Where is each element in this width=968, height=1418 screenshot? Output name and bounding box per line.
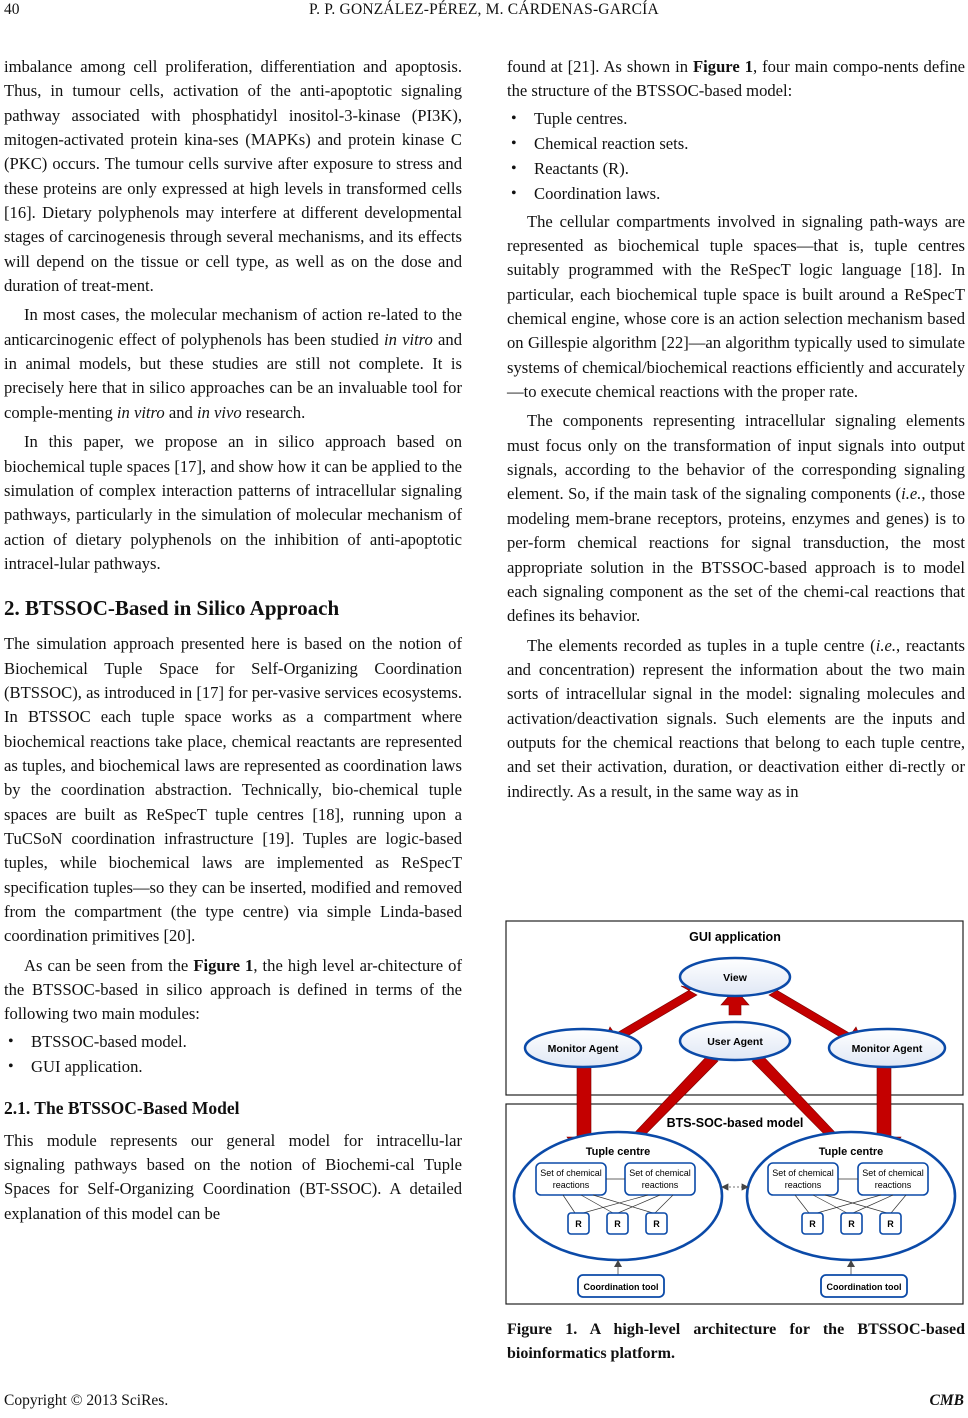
subsection-heading: 2.1. The BTSSOC-Based Model (4, 1097, 240, 1118)
reaction-set-label: Set of chemical (540, 1168, 602, 1178)
reactant-label: R (575, 1219, 582, 1229)
reactant-label: R (848, 1219, 855, 1229)
coordination-tool-left-label: Coordination tool (583, 1282, 659, 1292)
reaction-set-label: reactions (641, 1180, 679, 1190)
reaction-set-label: Set of chemical (629, 1168, 691, 1178)
section-heading: 2. BTSSOC-Based in Silico Approach (4, 596, 340, 621)
paragraph: As can be seen from the Figure 1, the high level ar-chitecture of the BTSSOC-based in silico approach is defined in terms of the following two main modules: (4, 955, 462, 1024)
reactant-label: R (887, 1219, 894, 1229)
reaction-set-label: reactions (784, 1180, 822, 1190)
page-number: 40 (4, 1, 20, 18)
right-column (507, 55, 965, 804)
coordination-tool-right-label: Coordination tool (826, 1282, 902, 1292)
component-list (507, 106, 965, 206)
paragraph: In most cases, the molecular mechanism of action re-lated to the anticarcinogenic effect of polyphenols has been studied in vitro and in animal models, but these studies are still not complete. It is precisely here that in silico approaches can be an invaluable tool for comple-menting in vitro and in vivo research. (4, 305, 463, 422)
reaction-set-label: Set of chemical (862, 1168, 924, 1178)
list-item: • Coordination laws. (507, 181, 965, 206)
left-column (4, 55, 462, 1226)
paragraph: In this paper, we propose an in silico approach based on biochemical tuple spaces [17], and show how it can be applied to the simulation of complex interaction patterns of intracellular signaling pathways, particularly in the simulation of molecular mechanism of action of dietary polyphenols on the inhibition of anti-apoptotic intracel-lular pathways. (4, 432, 462, 573)
monitor-agent-left-label: Monitor Agent (547, 1043, 619, 1055)
reaction-set-label: Set of chemical (772, 1168, 834, 1178)
reactant-label: R (653, 1219, 660, 1229)
paragraph: The elements recorded as tuples in a tuple centre (i.e., reactants and concentration) represent the information about the two main sorts of intracellular signal in the model: signaling molecules and activation/deactivation signals. Such elements are the inputs and outputs for the chemical reactions that belong to each tuple centre, and set their activation, duration, or deactivation either di-rectly or indirectly. As a result, in the same way as in (507, 635, 965, 801)
reaction-set-label: reactions (874, 1180, 912, 1190)
gui-application-title: GUI application (689, 930, 781, 944)
paragraph: imbalance among cell proliferation, differentiation and apoptosis. Thus, in tumour cells, activation of the anti-apoptotic signaling pathway associated with phosphatidyl inositol-3-kinase (PI3K), mitogen-activated protein kina-ses (MAPKs) and protein kinase C (PKC) occurs. The tumour cells survive after exposure to stress and these proteins are only expressed at high levels in transformed cells [16]. Dietary polyphenols may interfere at different developmental stages of carcinogenesis through several mechanisms, and its effects will depend on the tissue or cell type, as well as on the dose and duration of treat-ment. (4, 57, 462, 296)
list-item: • Chemical reaction sets. (507, 131, 965, 156)
list-item: • Tuple centres. (507, 106, 965, 131)
reactant-label: R (809, 1219, 816, 1229)
paragraph: This module represents our general model for intracellu-lar signaling pathways based on the notion of Biochemi-cal Tuple Spaces for Self-Organizing Coordination (BT-SSOC). A detailed explanation of this model can be (4, 1130, 462, 1223)
page-footer (0, 1392, 968, 1416)
list-item: • Reactants (R). (507, 156, 965, 181)
list-item: • GUI application. (4, 1054, 462, 1079)
copyright: Copyright © 2013 SciRes. (4, 1392, 169, 1409)
tuple-centre-left-label: Tuple centre (585, 1146, 651, 1158)
tuple-centre-right-label: Tuple centre (818, 1146, 884, 1158)
journal-abbrev: CMB (929, 1392, 964, 1409)
figure-caption: Figure 1. A high-level architecture for the BTSSOC-based bioinformatics platform. (507, 1321, 965, 1362)
page-header (0, 0, 968, 26)
list-item: • BTSSOC-based model. (4, 1029, 462, 1054)
bts-soc-model-title: BTS-SOC-based model (666, 1116, 804, 1130)
paragraph: The components representing intracellular signaling elements must focus only on the transformation of input signals into output signals, according to the behavior of the corresponding signaling element. So, if the main task of the signaling components (i.e., those modeling mem-brane receptors, proteins, enzymes and genes) is to per-form chemical reactions for signal transduction, the most appropriate solution in the BTSSOC-based approach is to model each signaling component as the set of the chemi-cal reactions that defines its behavior. (507, 411, 966, 626)
reactant-label: R (614, 1219, 621, 1229)
paragraph: The simulation approach presented here is based on the notion of Biochemical Tuple Space for Self-Organizing Coordination (BTSSOC), as introduced in [17] for per-vasive services ecosystems. In BTSSOC each tuple space works as a compartment where biochemical reactions take place, chemical reactants are represented as tuples, and biochemical laws are represented as coordination laws by the coordination abstraction. Technically, bio-chemical tuple spaces are built as ReSpecT tuple centres [18], running upon a TuCSoN coordination infrastructure [19]. Tuples are logic-based tuples, while biochemical laws are implemented as ReSpecT specification tuples—so they can be inserted, modified and removed from the compartment (the type centre) via simple Linda-based coordination primitives [20]. (4, 634, 462, 946)
module-list (4, 1029, 462, 1079)
paragraph: found at [21]. As shown in Figure 1, four main compo-nents define the structure of the BTSSOC-based model: (507, 57, 965, 101)
architecture-diagram (503, 919, 967, 1309)
user-agent-label: User Agent (707, 1036, 763, 1048)
running-head: P. P. GONZÁLEZ-PÉREZ, M. CÁRDENAS-GARCÍA (309, 1, 659, 18)
paragraph: The cellular compartments involved in signaling path-ways are represented as biochemical tuple spaces—that is, tuple centres suitably programmed with the ReSpecT logic language [18]. In particular, each biochemical tuple space is built around a ReSpecT chemical engine, whose core is an action selection mechanism based on Gillespie algorithm [22]—an algorithm typically used to simulate systems of chemical/biochemical reactions efficiently and accurately—to execute chemical reactions with the proper rate. (507, 211, 965, 402)
monitor-agent-right-label: Monitor Agent (851, 1043, 923, 1055)
reaction-set-label: reactions (552, 1180, 590, 1190)
view-label: View (723, 972, 747, 984)
architecture-figure (503, 919, 967, 1309)
